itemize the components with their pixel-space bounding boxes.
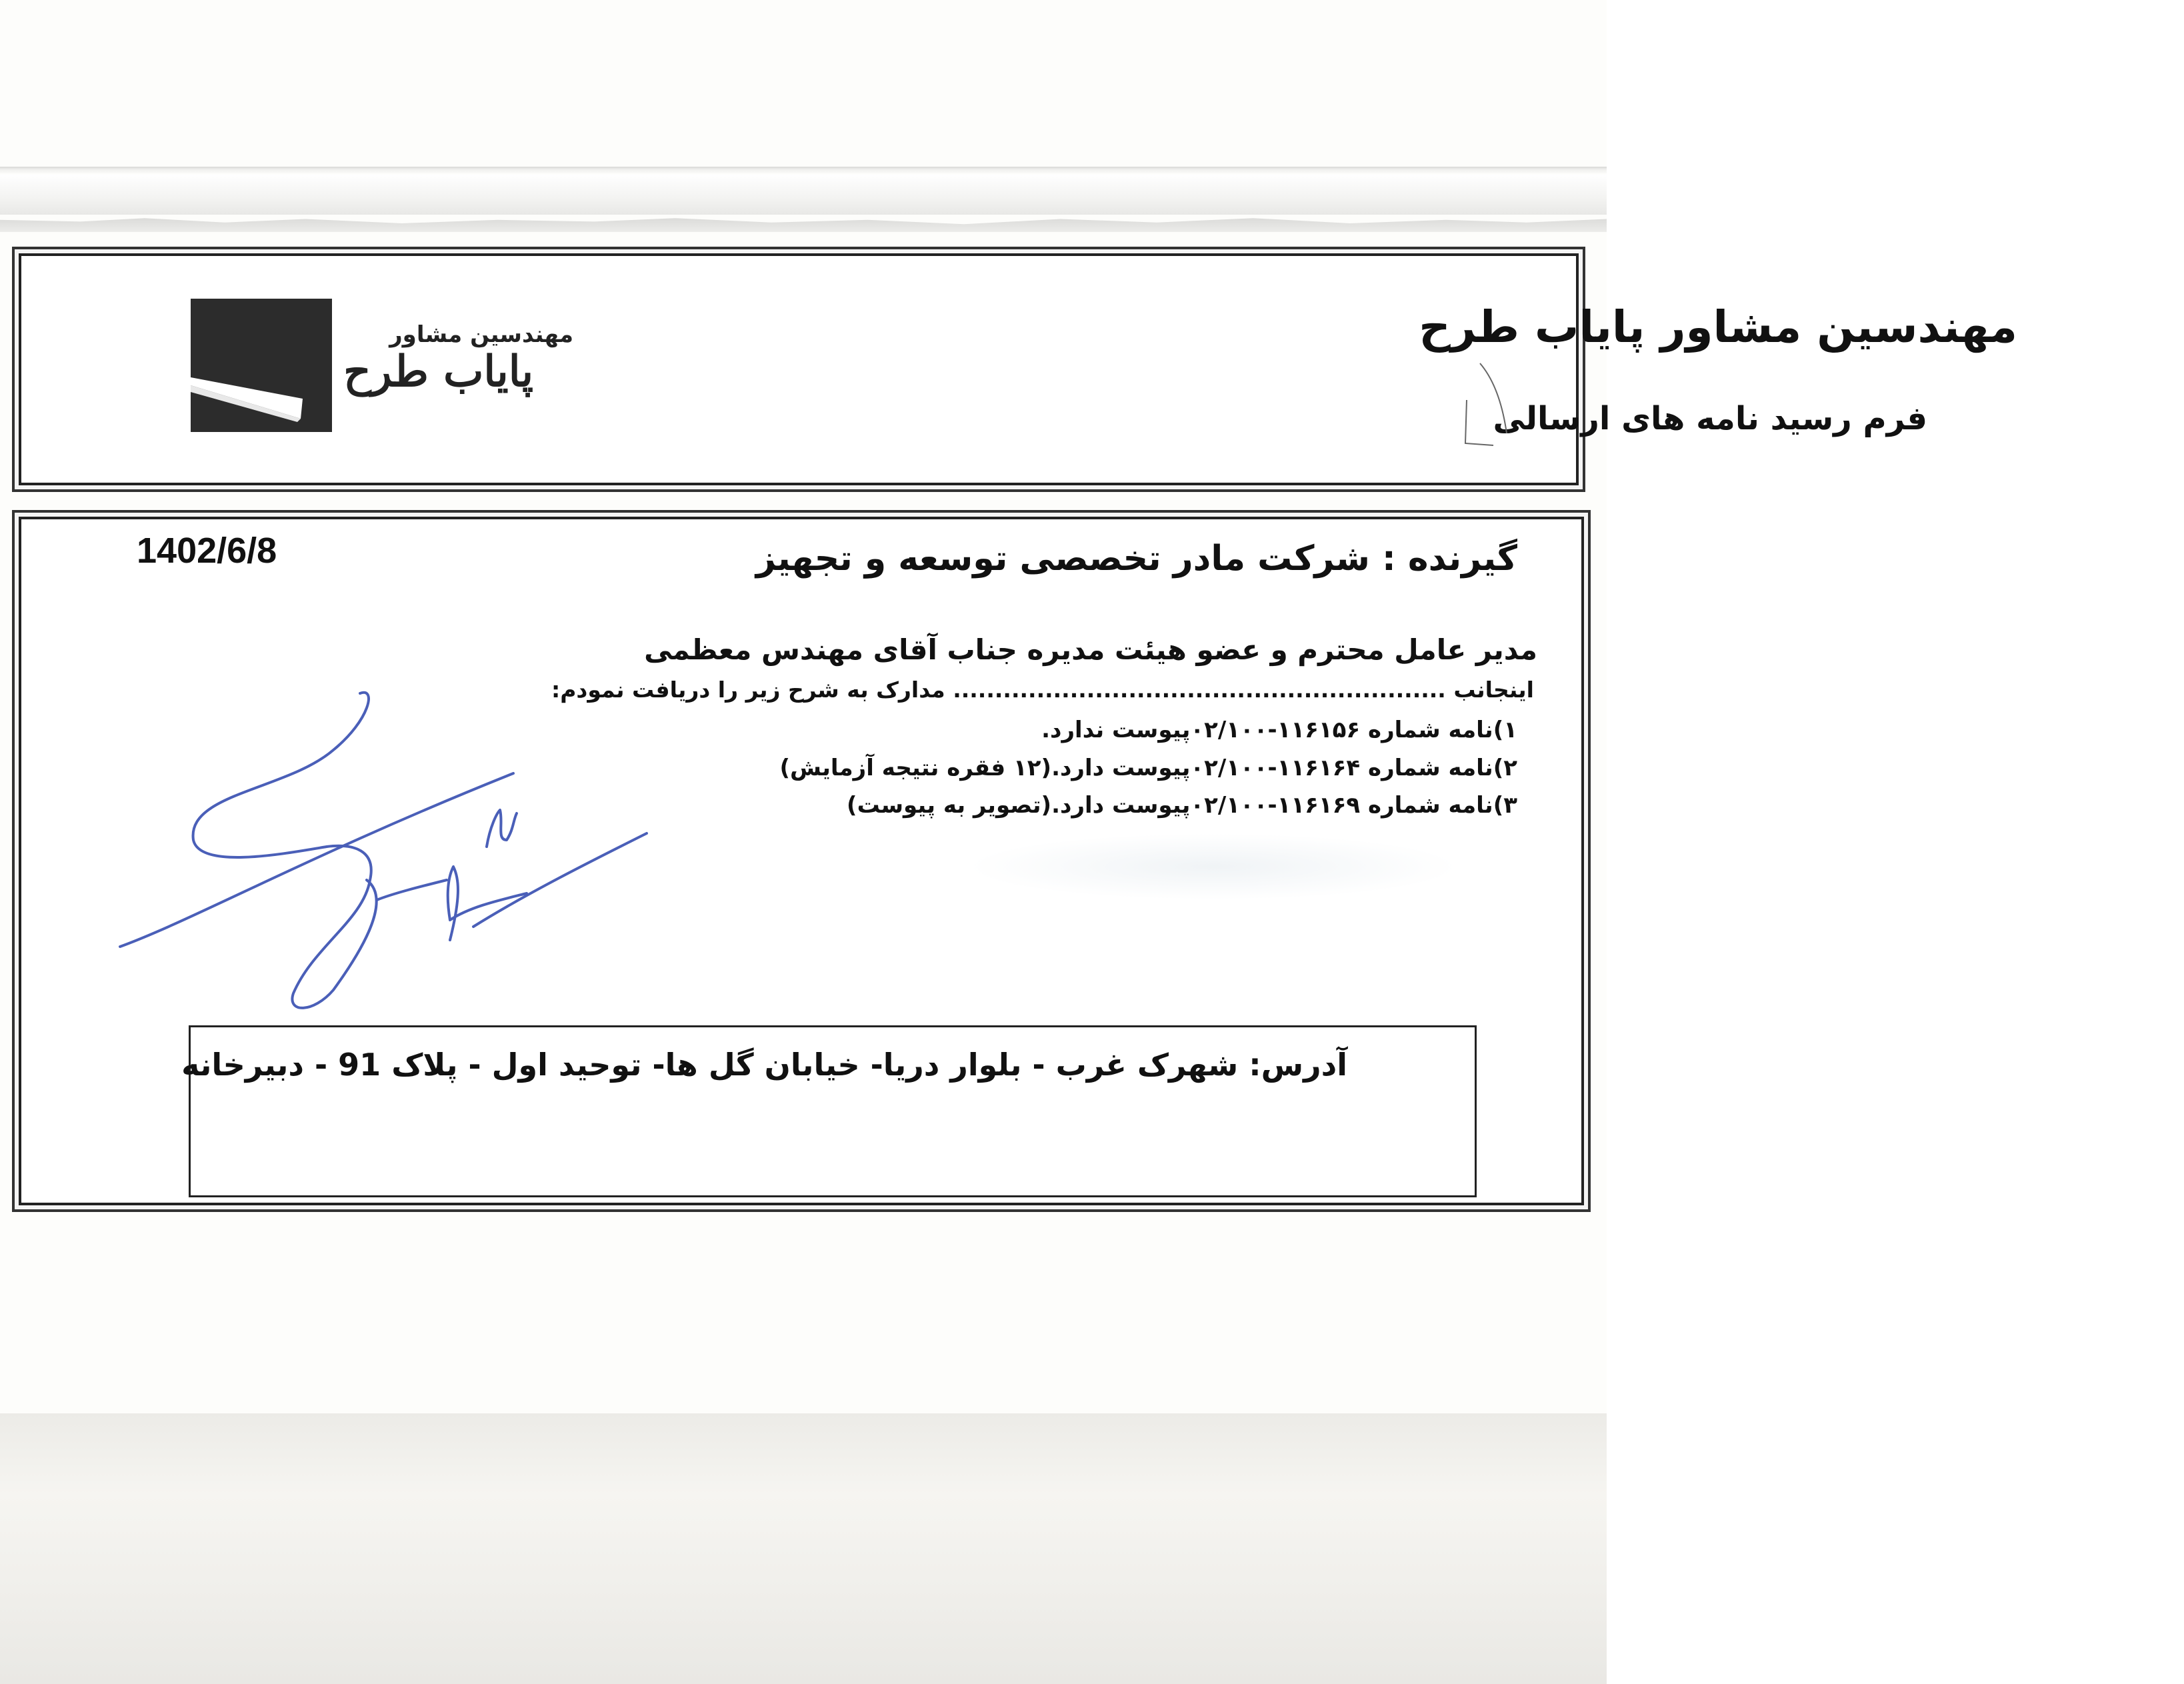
recipient-line: گیرنده : شرکت مادر تخصصی توسعه و تجهیز: [755, 539, 1517, 579]
logo-caption-small: مهندسین مشاور: [389, 321, 573, 348]
list-item: ۱)نامه شماره ۱۱۶۱۵۶-۰۲/۱۰۰پیوست ندارد.: [1041, 717, 1517, 743]
handwritten-signature-icon: [113, 680, 660, 1013]
scan-smudge: [967, 833, 1460, 900]
company-logo-icon: [191, 299, 332, 432]
salutation: مدیر عامل محترم و عضو هیئت مدیره جناب آقای مهندس معظمی: [644, 633, 1537, 666]
list-item: ۲)نامه شماره ۱۱۶۱۶۴-۰۲/۱۰۰پیوست دارد.(۱۲ فقره نتیجه آزمایش): [779, 755, 1517, 781]
receipt-date: 1402/6/8: [137, 531, 277, 571]
logo-stripe-icon: [191, 299, 332, 432]
address-text: آدرس: شهرک غرب - بلوار دریا- خیابان گل ها- توحید اول - پلاک 91 - دبیرخانه: [181, 1047, 1347, 1083]
paper-band-bottom: [0, 1413, 1607, 1684]
stray-pen-mark-icon: [1453, 360, 1527, 453]
paper-edge-top: [0, 167, 1607, 173]
company-name: مهندسین مشاور پایاب طرح: [1419, 301, 2017, 353]
list-item: ۳)نامه شماره ۱۱۶۱۶۹-۰۲/۱۰۰پیوست دارد.(تصویر به پیوست): [847, 792, 1517, 819]
intro-line: اینجانب ........................................................... مدارک به شرح زیر را دریافت نمودم:: [551, 677, 1534, 703]
paper-band-top: [0, 175, 1607, 215]
form-title: فرم رسید نامه های ارسالی: [1493, 400, 1927, 437]
logo-caption-large: پایاب طرح: [343, 347, 533, 397]
